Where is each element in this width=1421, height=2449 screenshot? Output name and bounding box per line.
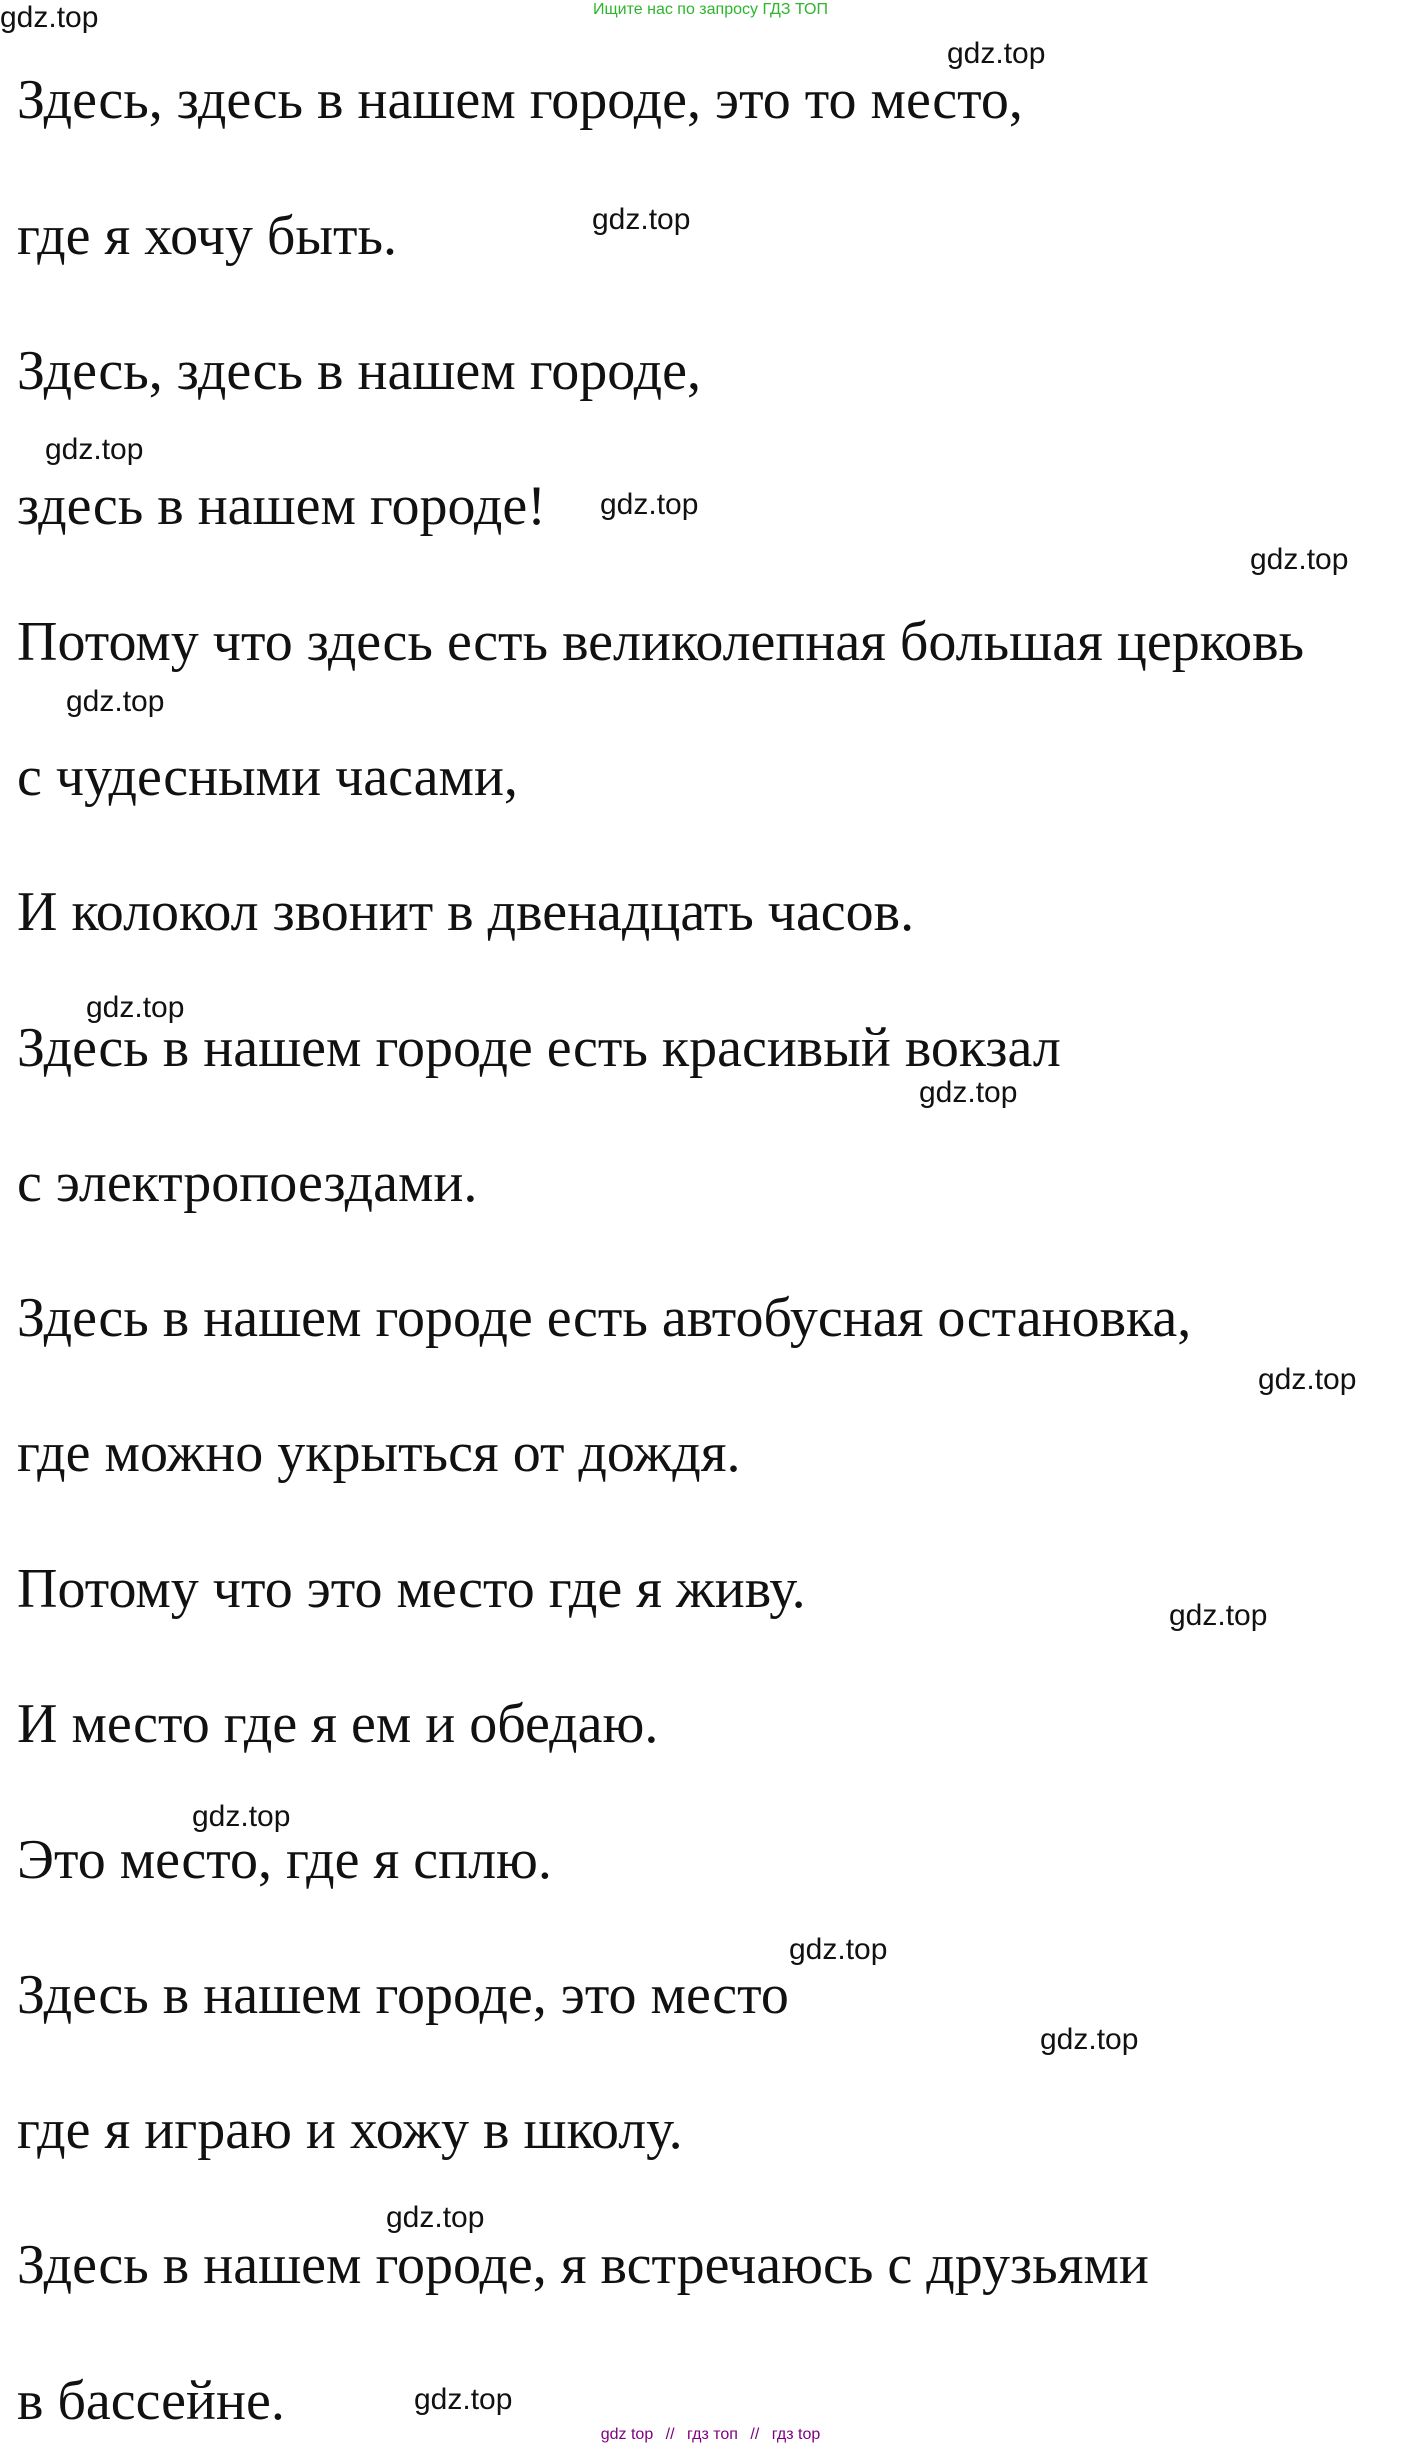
text-line: где можно укрыться от дождя. (17, 1422, 741, 1484)
top-banner: Ищите нас по запросу ГДЗ ТОП (593, 1, 828, 18)
text-line: где я играю и хожу в школу. (17, 2099, 683, 2161)
text-line: И место где я ем и обедаю. (17, 1693, 659, 1755)
watermark-text: gdz.top (0, 1, 99, 34)
text-line: Это место, где я сплю. (17, 1829, 552, 1891)
watermark-text: gdz.top (592, 203, 691, 236)
watermark-text: gdz.top (1258, 1363, 1357, 1396)
text-line: с электропоездами. (17, 1152, 478, 1214)
text-line: Здесь, здесь в нашем городе, (17, 340, 702, 402)
text-line: Здесь в нашем городе есть автобусная остановка, (17, 1287, 1192, 1349)
watermark-text: gdz.top (1169, 1599, 1268, 1632)
watermark-text: gdz.top (947, 37, 1046, 70)
text-line: здесь в нашем городе! (17, 475, 546, 537)
text-line: Здесь в нашем городе есть красивый вокзал (17, 1017, 1061, 1079)
footer-link[interactable]: гдз top (771, 2426, 821, 2443)
watermark-text: gdz.top (45, 433, 144, 466)
text-line: Здесь в нашем городе, это место (17, 1964, 789, 2026)
watermark-text: gdz.top (919, 1076, 1018, 1109)
watermark-text: gdz.top (600, 488, 699, 521)
watermark-text: gdz.top (192, 1800, 291, 1833)
footer-link[interactable]: gdz top (600, 2426, 654, 2443)
text-line: с чудесными часами, (17, 746, 518, 808)
text-line: Потому что здесь есть великолепная большая церковь (17, 611, 1305, 673)
watermark-text: gdz.top (1040, 2023, 1139, 2056)
text-line: Здесь в нашем городе, я встречаюсь с друзьями (17, 2234, 1149, 2296)
watermark-text: gdz.top (386, 2201, 485, 2234)
watermark-text: gdz.top (1250, 543, 1349, 576)
text-line: И колокол звонит в двенадцать часов. (17, 881, 915, 943)
watermark-text: gdz.top (414, 2383, 513, 2416)
text-line: где я хочу быть. (17, 205, 397, 267)
text-line: Здесь, здесь в нашем городе, это то место, (17, 69, 1023, 131)
text-line: в бассейне. (17, 2370, 285, 2432)
footer-link[interactable]: гдз топ (687, 2426, 738, 2443)
text-line: Потому что это место где я живу. (17, 1558, 806, 1620)
watermark-text: gdz.top (66, 685, 165, 718)
watermark-text: gdz.top (86, 991, 185, 1024)
footer-links (0, 2425, 1421, 2445)
watermark-text: gdz.top (789, 1933, 888, 1966)
footer-separator: // (665, 2426, 675, 2443)
footer-separator: // (750, 2426, 760, 2443)
